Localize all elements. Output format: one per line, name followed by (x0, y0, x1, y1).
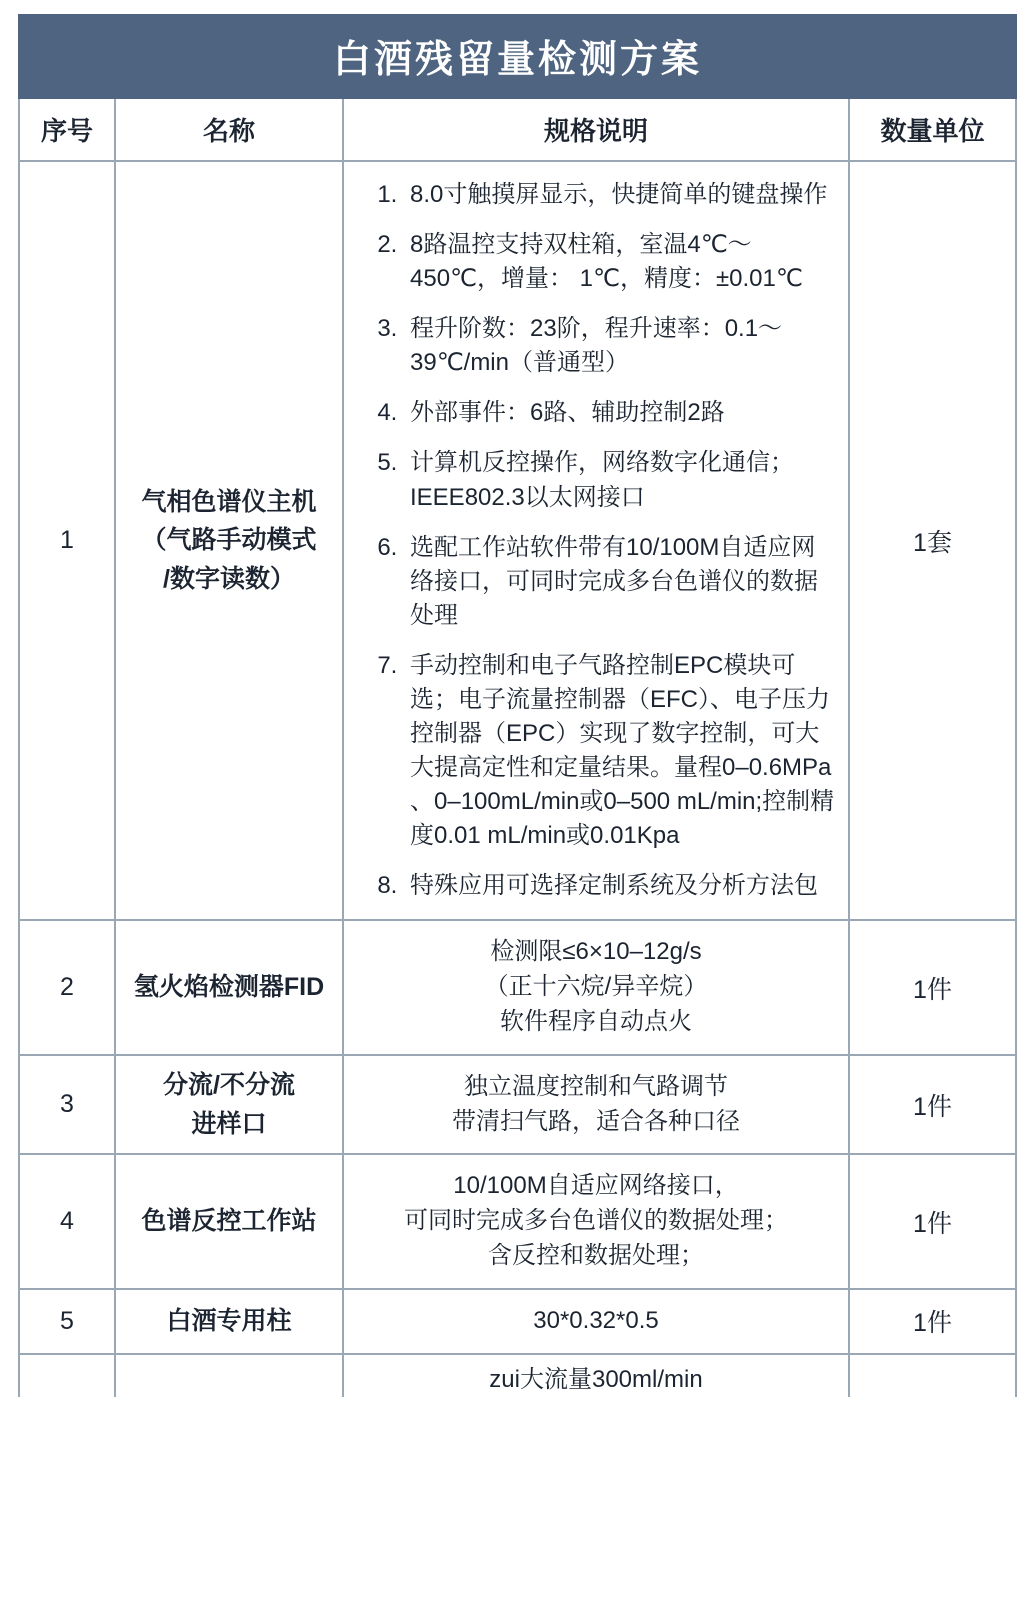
row-name-line: 白酒专用柱 (166, 1306, 292, 1335)
row-name (115, 161, 343, 920)
row-qty: 1件 (849, 1154, 1016, 1288)
table-row (19, 1289, 1016, 1354)
spec-line: 检测限≤6×10–12g/s (490, 938, 702, 966)
row-spec (343, 1154, 849, 1288)
spec-line: 10/100M自适应网络接口， (453, 1172, 739, 1200)
row-qty: 1件 (849, 920, 1016, 1054)
row-name-line: 进样口 (191, 1109, 267, 1138)
row-qty: 1套 (849, 161, 1016, 920)
spec-table (18, 14, 1017, 1397)
column-header-name: 名称 (115, 98, 343, 161)
page-title: 白酒残留量检测方案 (19, 15, 1016, 98)
row-name (115, 1289, 343, 1354)
column-header-no: 序号 (19, 98, 115, 161)
row-no: 3 (19, 1055, 115, 1155)
spec-line: 带清扫气路，适合各种口径 (452, 1107, 740, 1135)
spec-list-item: 5. 计算机反控操作，网络数字化通信；IEEE802.3以太网接口 (404, 446, 836, 514)
spec-line: zui大流量300ml/min (489, 1365, 703, 1393)
spec-list-item: 7. 手动控制和电子气路控制EPC模块可选；电子流量控制器（EFC）、电子压力控制器（EPC）实现了数字控制，可大大提高定性和定量结果。量程0–0.6MPa 、0–100mL/min或0–500 mL/min;控制精度0.01 mL/min或0.01Kpa (404, 649, 836, 853)
row-name-line: （气路手动模式 (141, 526, 317, 555)
row-name (115, 1154, 343, 1288)
column-header-qty: 数量单位 (849, 98, 1016, 161)
column-header-spec: 规格说明 (343, 98, 849, 161)
spec-list-item: 6. 选配工作站软件带有10/100M自适应网络接口，可同时完成多台色谱仪的数据处理 (404, 531, 836, 633)
row-qty: 1件 (849, 1055, 1016, 1155)
table-header-row (19, 98, 1016, 161)
spec-list-item: 1. 8.0寸触摸屏显示，快捷简单的键盘操作 (404, 178, 836, 212)
row-name (115, 920, 343, 1054)
row-spec (343, 1055, 849, 1155)
table-row (19, 161, 1016, 920)
table-row (19, 1055, 1016, 1155)
row-no: 1 (19, 161, 115, 920)
row-spec (343, 920, 849, 1054)
row-spec (343, 1289, 849, 1354)
row-no: 4 (19, 1154, 115, 1288)
spec-line: 独立温度控制和气路调节 (464, 1072, 728, 1100)
row-name (115, 1055, 343, 1155)
row-qty: 1件 (849, 1289, 1016, 1354)
row-name-line: 气相色谱仪主机 (141, 487, 317, 516)
row-name-line: 分流/不分流 (163, 1070, 295, 1099)
row-qty (849, 1354, 1016, 1398)
spec-list-item: 8. 特殊应用可选择定制系统及分析方法包 (404, 869, 836, 903)
spec-line: 含反控和数据处理； (488, 1241, 704, 1269)
spec-line: 30*0.32*0.5 (533, 1306, 659, 1334)
table-title-row (19, 15, 1016, 98)
row-spec (343, 1354, 849, 1398)
row-name-line: 氢火焰检测器FID (133, 973, 325, 1002)
spec-list-item: 3. 程升阶数：23阶，程升速率：0.1～39℃/min（普通型） (404, 312, 836, 380)
spec-list (358, 178, 836, 903)
spec-line: （正十六烷/异辛烷） (484, 973, 708, 1001)
row-no: 2 (19, 920, 115, 1054)
row-no: 5 (19, 1289, 115, 1354)
row-spec (343, 161, 849, 920)
table-row (19, 920, 1016, 1054)
row-no (19, 1354, 115, 1398)
table-row (19, 1154, 1016, 1288)
spec-list-item: 4. 外部事件：6路、辅助控制2路 (404, 396, 836, 430)
row-name (115, 1354, 343, 1398)
table-row-partial (19, 1354, 1016, 1398)
row-name-line: /数字读数） (163, 565, 295, 594)
spec-line: 软件程序自动点火 (500, 1008, 692, 1035)
spec-line: 可同时完成多台色谱仪的数据处理； (404, 1207, 788, 1235)
row-name-line: 色谱反控工作站 (141, 1207, 317, 1236)
spec-list-item: 2. 8路温控支持双柱箱，室温4℃～450℃，增量： 1℃，精度：±0.01℃ (404, 228, 836, 296)
